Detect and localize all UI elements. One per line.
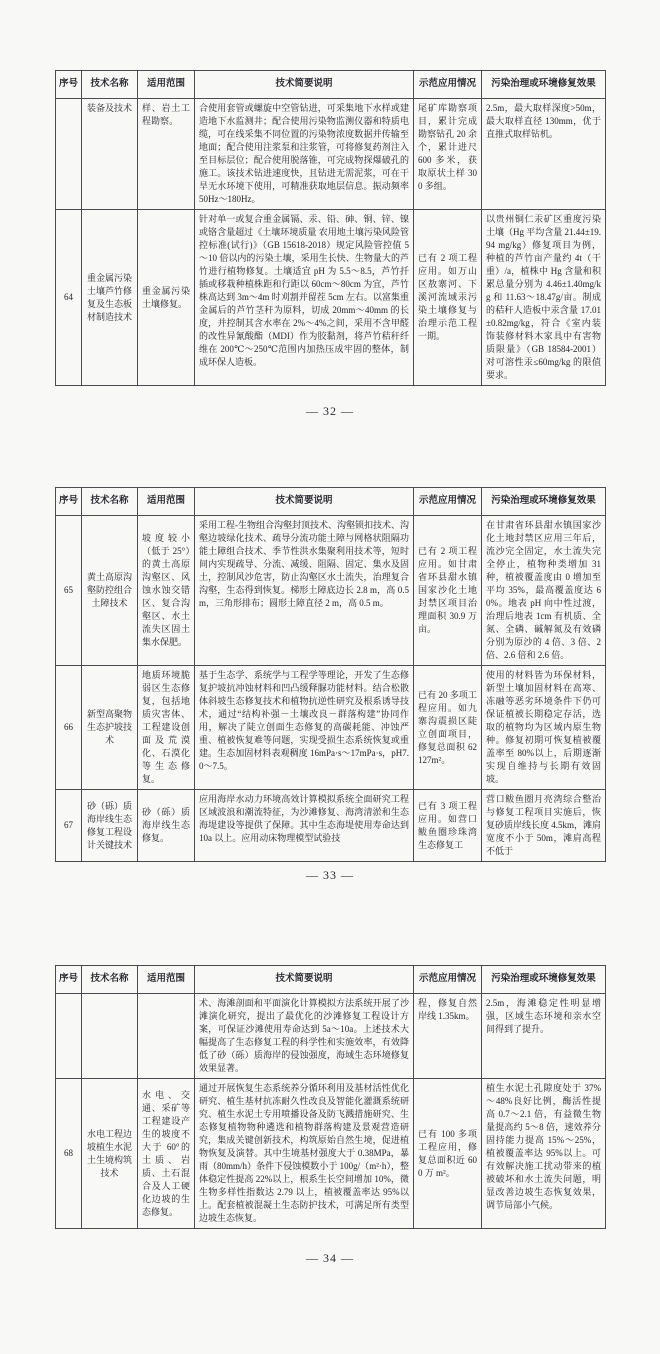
cell-scope [138,994,195,1079]
cell-seq: 68 [56,1079,82,1229]
cell-scope: 砂（砾）质海岸线生态修复。 [138,790,195,862]
cell-seq: 64 [56,210,82,386]
cell-tech-name: 水电工程边坡植生水泥土生境构筑技术 [82,1079,138,1229]
cell-seq: 67 [56,790,82,862]
cell-scope: 坡度较小（低于 25°）的黄土高原沟壑区、风蚀水蚀交错区、复合沟壑区、水土流失区固土集水保肥。 [138,516,195,666]
cell-effect: 营口鲅鱼圈月亮湾综合整治与修复工程项目实施后，恢复砂质岸线长度 4.5km，滩肩宽度不小于 50m，滩肩高程不低于 [482,790,606,862]
cell-description: 合使用套管或螺旋中空管钻进，可采集地下水样或建造地下水监测井；配合使用污染物监测仪器和特质电缆，可在线采集不同位置的污染物浓度数据并传输至地面；配合使用注浆泵和注浆管，可将修复药剂注入至目标层位；配合使用脱落锥，可完成物探爆破孔的施工。该技术钻进速度快，且钻进无需泥浆，可在干旱无水环境下使用，可精准获取地层信息。振动频率 50Hz～180Hz。 [195,99,414,210]
cell-effect: 2.5m，最大取样深度>50m，最大取样直径 130mm，优于直推式取样钻机。 [482,99,606,210]
cell-tech-name: 砂（砾）质海岸线生态修复工程设计关键技术 [82,790,138,862]
cell-effect: 植生水泥土孔隙度处于 37%～48%良好比例，酶活性提高 0.7～2.1 倍，有益微生物量提高约 5～8 倍，速效养分固持能力提高 15%～25%，植被覆盖率达 95%以上。可有效解决施工扰动带来的植被破坏和水土流失问题，明显改善边坡生态恢复效果，调节局部小气候。 [482,1079,606,1229]
cell-description: 术、海滩剖面和平面演化计算模拟方法系统开展了沙滩演化研究，提出了最优化的沙滩修复工程设计方案，可保证沙滩使用寿命达到 5a～10a。上述技术大幅提高了生态修复工程的科学性和实施效率，有效降低了砂（砾）质海岸的侵蚀强度，海域生态环境修复效果显著。 [195,994,414,1079]
cell-application: 已有 100 多项工程应用，修复总面积近 600 万 m²。 [414,1079,482,1229]
cell-tech-name: 黄土高原沟壑防控组合土障技术 [82,516,138,666]
cell-application: 已有 2 项工程应用。如甘肃省环县甜水镇国家沙化土地封禁区项目治理面积 30.9 万亩。 [414,516,482,666]
cell-tech-name: 重金属污染土壤芦竹修复及生态板材制造技术 [82,210,138,386]
cell-description: 针对单一或复合重金属镉、汞、铅、砷、铜、锌、镍或铬含量超过《土壤环境质量 农用地土壤污染风险管控标准(试行)》（GB 15618-2018）规定风险管控值 5～10 倍以内的污染土壤，采用生长快、生物量大的芦竹进行植物修复。土壤适宜 pH 为 5.5～8.5，芦竹扦插或移栽种植株距和行距以 60cm～80cm 为宜，芦竹株高达到 3m～4m 时刈割并留茬 5cm 左右。以富集重金属后的芦竹茎秆为原料，切成 20mm～40mm 的长度，并控制其含水率在 2%～4%之间，采用不含甲醛的改性异氰酸酯（MDI）作为胶黏剂，将芦竹秸秆纤维在 200℃～250℃范围内加热压成牢固的整体，制成环保人造板。 [195,210,414,386]
table-row [56,1079,606,1229]
cell-application: 已有 3 项工程应用。如营口鲅鱼圈珍珠湾生态修复工 [414,790,482,862]
table-header-row [56,71,606,99]
cell-application: 已有 2 项工程应用。如万山区敖寨河、下溪河流域汞污染土壤修复与治理示范工程一期。 [414,210,482,386]
col-header-scope: 适用范围 [138,488,195,516]
table-header-row [56,966,606,994]
col-header-application: 示范应用情况 [414,71,482,99]
col-header-description: 技术简要说明 [195,966,414,994]
col-header-tech-name: 技术名称 [82,488,138,516]
page-number-34: — 34 — [306,1251,354,1265]
col-header-scope: 适用范围 [138,966,195,994]
cell-effect: 在甘肃省环县甜水镇国家沙化土地封禁区应用三年后，流沙完全固定，水土流失完全停止，植物种类增加 31 种，植被覆盖度由 0 增加至平均 35%，最高覆盖度达 60%。地表 pH 向中性过渡，治理后地表 1cm 有机质、全氮、全磷、碱解氮及有效磷分别为原沙的 4 倍、3 倍、2 倍、2.6 倍和 2.6 倍。 [482,516,606,666]
col-header-description: 技术简要说明 [195,71,414,99]
col-header-effect: 污染治理或环境修复效果 [482,71,606,99]
cell-effect: 以贵州铜仁汞矿区重度污染土壤（Hg 平均含量 21.44±19.94 mg/kg）修复项目为例，种植的芦竹亩产量约 4t（干重）/a，植株中 Hg 含量和积累总量分别为 4.46±1.40mg/kg 和 11.63～18.47g/亩。制成的秸秆人造板中汞含量 17.01±0.82mg/kg，符合《室内装饰装修材料木家具中有害物质限量》（GB 18584-2001）对可溶性汞≤60mg/kg 的限值要求。 [482,210,606,386]
col-header-tech-name: 技术名称 [82,71,138,99]
cell-scope: 地质环境脆弱区生态修复，包括地质灾害体、工程建设创面及荒漠化、石漠化等生态修复。 [138,666,195,790]
tech-table-page-32 [55,70,606,386]
page-number-33: — 33 — [306,868,354,882]
col-header-tech-name: 技术名称 [82,966,138,994]
table-row [56,666,606,790]
tech-table-page-34 [55,965,606,1229]
cell-tech-name: 新型高聚物生态护坡技术 [82,666,138,790]
cell-description: 基于生态学、系统学与工程学等理论，开发了生态修复护坡抗冲蚀材料和凹凸缓释脲功能材料。结合松散体斜坡生态修复技术和植物抗逆性研究及根系诱导技术，通过“结构补强－土壤改良－群落构建”协同作用，解决了陡立创面生态修复的高碳耗能、冲蚀严重、植被恢复难等问题，实现受损生态系统恢复或重建。生态加固材料表观稠度 16mPa·s～17mPa·s，pH7.0～7.5。 [195,666,414,790]
cell-tech-name [82,994,138,1079]
col-header-application: 示范应用情况 [414,966,482,994]
table-row [56,210,606,386]
col-header-seq: 序号 [56,71,82,99]
cell-seq: 65 [56,516,82,666]
cell-application: 程，修复自然岸线 1.35km。 [414,994,482,1079]
cell-application: 已有 20 多项工程应用。如九寨沟震损区陡立创面项目，修复总面积 62127m²。 [414,666,482,790]
cell-effect: 2.5m，海滩稳定性明显增强，区域生态环境和亲水空间得到了提升。 [482,994,606,1079]
cell-scope: 样、岩土工程勘察。 [138,99,195,210]
cell-tech-name: 装备及技术 [82,99,138,210]
cell-seq: 66 [56,666,82,790]
col-header-application: 示范应用情况 [414,488,482,516]
cell-description: 通过开展恢复生态系统养分循环利用及基材活性优化研究、植生基材抗冻耐久性改良及智能化灌溉系统研究、植生水泥土专用喷播设备及防飞溅措施研究、生态修复植物物种遴选和植物群落构建及景观营造研究，集成关键创新技术，构筑原始自然生境，促进植物恢复及演替。其中生境基材强度大于 0.38MPa，暴雨（80mm/h）条件下侵蚀模数小于 100g/（m²·h），整体稳定性提高 22%以上，根系生长空间增加 10%，微生物多样性指数达 2.79 以上，植被覆盖率达 95%以上。配套植被混凝土生态防护技术，可满足所有类型边坡生态恢复。 [195,1079,414,1229]
cell-description: 应用海岸水动力环境高效计算模拟系统全面研究工程区域波浪和潮流特征，为沙滩修复、海湾清淤和生态海堤建设等提供了保障。其中生态海堤使用寿命达到 10a 以上。应用动床物理模型试验技 [195,790,414,862]
table-row [56,790,606,862]
cell-seq [56,99,82,210]
page-number-32: — 32 — [306,404,354,418]
col-header-seq: 序号 [56,966,82,994]
cell-description: 采用工程-生物组合沟壑封顶技术、沟壑锁扣技术、沟壑边坡绿化技术、疏导分流功能土障与网格状阻隔功能土障组合技术、季节性洪水集聚利用技术等，短时间内实现疏导、分流、减缓、阻隔、固定、集水及固土，控制风沙危害，防止沟壑区水土流失，治理复合沟壑，生态得到恢复。梯形土障底边长 2.8 m，高 0.5 m，三角形排布；圆形土障直径 2 m，高 0.5 m。 [195,516,414,666]
table-row [56,516,606,666]
table-row [56,994,606,1079]
col-header-effect: 污染治理或环境修复效果 [482,966,606,994]
table-row [56,99,606,210]
cell-application: 尾矿库勘察项目，累计完成勘察钻孔 20 余个，累计进尺 600 多米，获取原状土样 300 多组。 [414,99,482,210]
col-header-seq: 序号 [56,488,82,516]
cell-seq [56,994,82,1079]
col-header-description: 技术简要说明 [195,488,414,516]
table-header-row [56,488,606,516]
col-header-effect: 污染治理或环境修复效果 [482,488,606,516]
tech-table-page-33 [55,487,606,862]
cell-scope: 重金属污染土壤修复。 [138,210,195,386]
cell-scope: 水电、交通、采矿等工程建设产生的坡度不大于 60°的土质、岩质、土石混合及人工硬化边坡的生态修复。 [138,1079,195,1229]
cell-effect: 使用的材料皆为环保材料，新型土壤加固材料在高寒、冻融等恶劣环境条件下仍可保证植被长期稳定存活，选取的植物均为区域内原生物种。修复初期可恢复植被覆盖率至 80%以上，后期逐渐实现自维持与长期有效固坡。 [482,666,606,790]
col-header-scope: 适用范围 [138,71,195,99]
